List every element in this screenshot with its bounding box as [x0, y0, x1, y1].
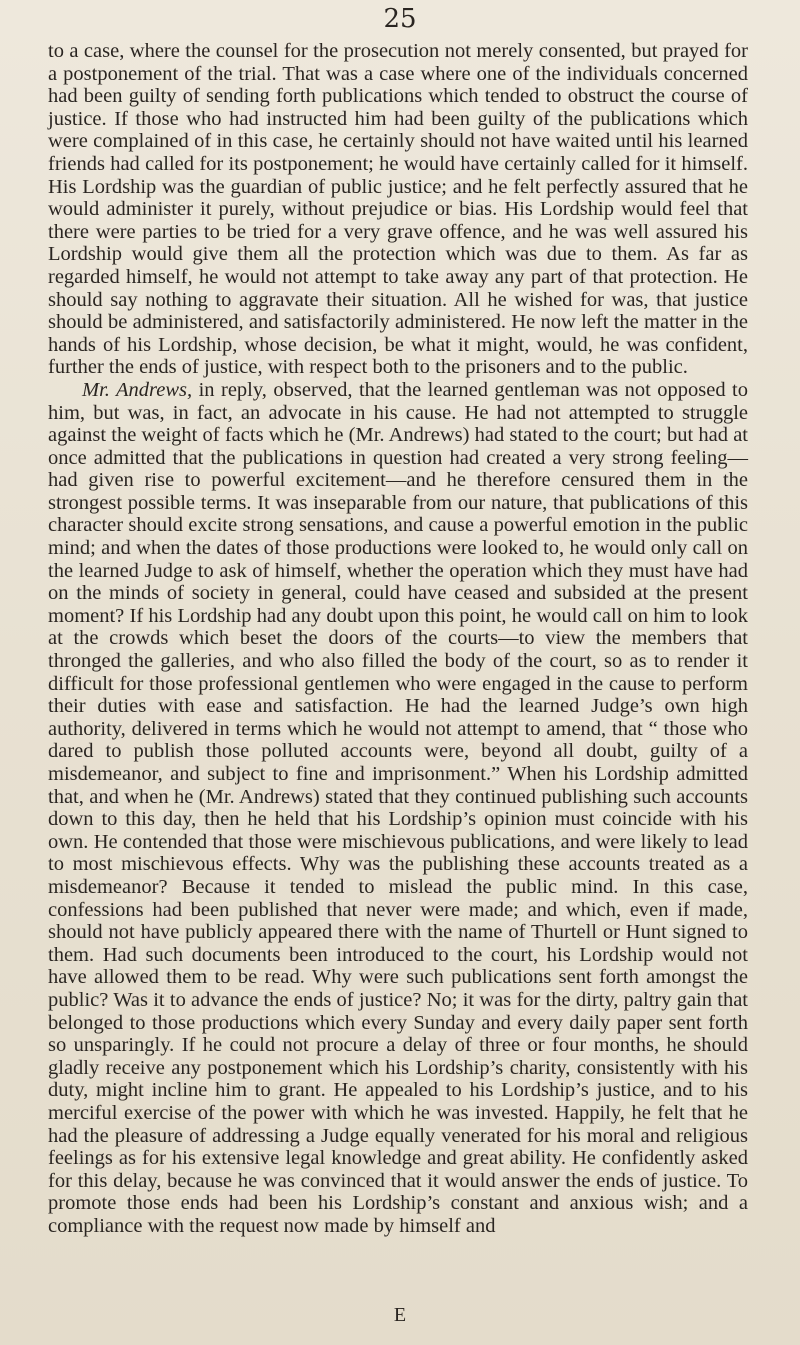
speaker-name: Mr. Andrews, — [82, 378, 193, 401]
paragraph-text: in reply, observed, that the learned gentleman was not opposed to him, but was, in fact, an advocate in his cause. He had not attempted to struggle against the weight of facts which he (Mr. Andrews) had stated to the court; but had at once admitted that the publications in question had created a very strong feeling—had given rise to powerful excitement—and he therefore censured them in the strongest possible terms. It was inseparable from our nature, that publications of this character should excite strong sensations, and cause a powerful emotion in the public mind; and when the dates of those productions were looked to, he would only call on the learned Judge to ask of himself, whether the operation which they must have had on the minds of society in general, could have ceased and subsided at the present moment? If his Lordship had any doubt upon this point, he would call on him to look at the crowds which beset the doors of the courts—to view the members that thronged the galleries, and who also filled the body of the court, so as to render it difficult for those professional gentlemen who were engaged in the cause to perform their duties with ease and satisfaction. He had the learned Judge’s own high authority, delivered in terms which he would not attempt to amend, that “ those who dared to publish those polluted accounts were, beyond all doubt, guilty of a misdemeanor, and subject to fine and imprisonment.” When his Lordship admitted that, and when he (Mr. Andrews) stated that they continued publishing such accounts down to this day, then he held that his Lordship’s opinion must coincide with his own. He contended that those were mischievous publications, and were likely to lead to most mischievous effects. Why was the publishing these accounts treated as a misdemeanor? Because it tended to mislead the public mind. In this case, confessions had been published that never were made; and which, even if made, should not have publicly appeared there with the name of Thurtell or Hunt signed to them. Had such documents been introduced to the court, his Lordship would not have allowed them to be read. Why were such publications sent forth amongst the public? Was it to advance the ends of justice? No; it was for the dirty, paltry gain that belonged to those productions which every Sunday and every daily paper sent forth so unsparingly. If he could not procure a delay of three or four months, he should gladly receive any postponement which his Lordship’s charity, consistently with his duty, might incline him to grant. He appealed to his Lordship’s justice, and to his merciful exercise of the power with which he was invested. Happily, he felt that he had the pleasure of addressing a Judge equally venerated for his moral and religious feelings as for his extensive legal knowledge and great ability. He confidently asked for this delay, because he was convinced that it would answer the ends of justice. To promote those ends had been his Lordship’s constant and anxious wish; and a compliance with the request now made by himself and — [48, 378, 749, 1237]
paragraph-text: to a case, where the counsel for the prosecution not merely consented, but prayed for a postponement of the trial. That was a case where one of the individuals concerned had been guilty of sending forth publications which tended to obstruct the course of justice. If those who had instructed him had been guilty of the publications which were complained of in this case, he certainly should not have waited until his learned friends had called for its postponement; he would have certainly called for it himself. His Lordship was the guardian of public justice; and he felt perfectly assured that he would administer it purely, without prejudice or bias. His Lordship would feel that there were parties to be tried for a very grave offence, and he was well assured his Lordship would give them all the protection which was due to them. As far as regarded himself, he would not attempt to take away any part of that protection. He should say nothing to aggravate their situation. All he wished for was, that justice should be administered, and satisfactorily administered. He now left the matter in the hands of his Lordship, whose decision, be what it might, would, he was confident, further the ends of justice, with respect both to the prisoners and to the public. — [48, 40, 748, 379]
page-number: 25 — [383, 4, 417, 34]
page-body — [48, 40, 748, 1237]
paragraph-2 — [48, 379, 748, 1238]
paragraph-1 — [48, 40, 748, 379]
signature-mark: E — [393, 1304, 407, 1326]
